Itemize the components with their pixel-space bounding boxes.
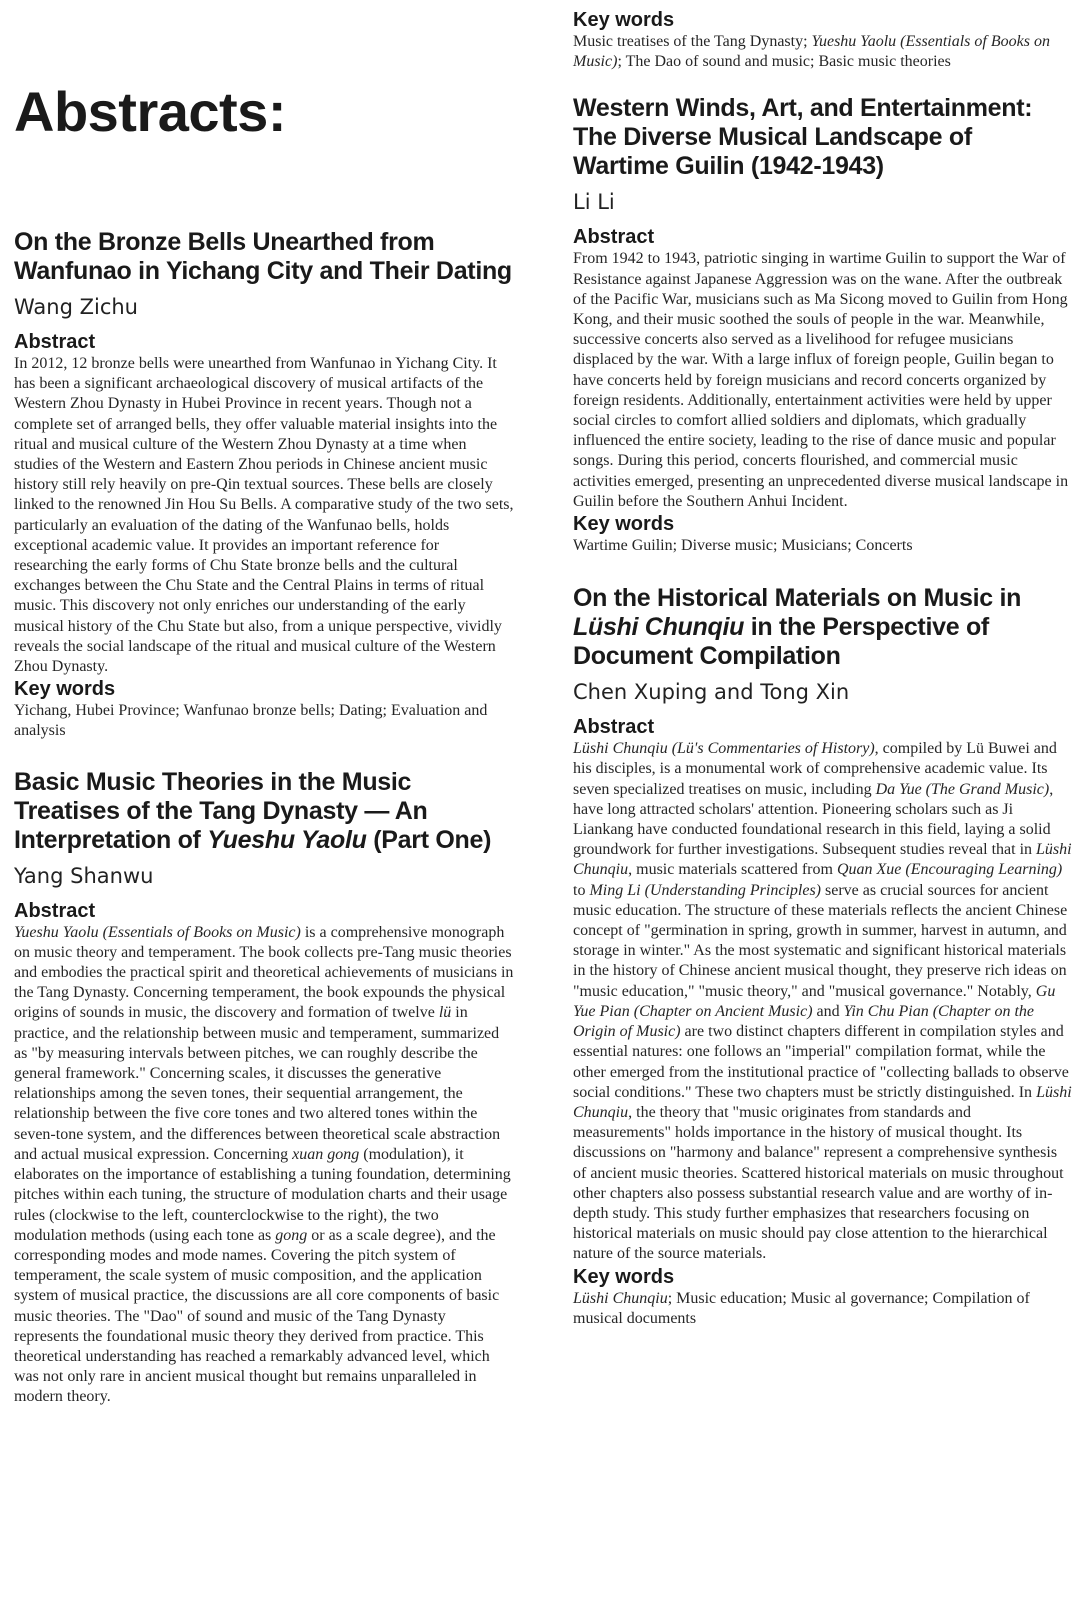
italic-term: Lüshi Chunqiu [573,841,1072,879]
article-bronze-bells [14,228,514,742]
text-run: are two distinct chapters different in compilation styles and essential natures: one follows an "imperial" compilation format, while the other emerged from the institutional practice of "collecting ballads to observe social conditions." These two chapters must be strictly distinguished. In [573,1023,1069,1101]
abstract-heading: Abstract [14,899,96,922]
article-author: Li Li [573,190,615,215]
italic-term: lü [438,1004,452,1022]
keywords-heading: Key words [573,513,675,536]
italic-term: xuan gong [292,1145,360,1163]
abstract-text [573,739,1073,1264]
title-italic: Yueshu Yaolu [207,825,367,854]
article-lushi-chunqiu [573,584,1073,1329]
italic-term: Lüshi Chunqiu [573,1289,668,1307]
title-part: Basic Music Theories in the Music Treatises of the Tang Dynasty — An Interpretation of [14,767,428,854]
keywords-text [573,1289,1073,1329]
abstract-text: In 2012, 12 bronze bells were unearthed from Wanfunao in Yichang City. It has been a significant archaeological discovery of musical artifacts of the Western Zhou Dynasty in Hubei Province in recent years. Though not a complete set of arranged bells, they offer valuable material insights into the ritual and musical culture of the Western Zhou Dynasty at a time when studies of the Western and Eastern Zhou periods in Chinese ancient music history still rely heavily on pre-Qin textual sources. These bells are closely linked to the renowned Jin Hou Su Bells. A comparative study of the two sets, particularly an evaluation of the dating of the Wanfunao bells, holds exceptional academic value. It provides an important reference for researching the early forms of Chu State bronze bells and the cultural exchanges between the Chu State and the Central Plains in terms of ritual music. This discovery not only enriches our understanding of the early musical history of the Chu State but also, from a unique perspective, vividly reveals the social landscape of the ritual and musical culture of the Western Zhou Dynasty. [14,355,514,676]
italic-term: gong [275,1226,308,1244]
keywords-text: Wartime Guilin; Diverse music; Musicians; Concerts [573,537,913,555]
article-author: Wang Zichu [14,295,138,319]
italic-term: Yueshu Yaolu (Essentials of Books on Music) [14,923,301,941]
text-run: in practice, and the relationship between music and temperament, summarized as "by measuring intervals between pitches, we can roughly describe the general framework." Concerning scales, it discusses the generative relationships among the seven tones, their sequential arrangement, the relationship between the five core tones and two altered tones within the seven-tone system, and the differences between theoretical scale abstraction and actual musical expression. Concerning [14,1004,501,1163]
italic-term: Gu Yue Pian (Chapter on Ancient Music) [573,982,1056,1020]
italic-term: Yueshu Yaolu (Essentials of Books on Music) [573,33,1050,71]
article-title [573,584,1073,671]
keywords-heading: Key words [573,9,675,31]
keywords-heading: Key words [14,678,116,701]
text-run: or as a scale degree), and the corresponding modes and mode names. Covering the pitch system of temperament, the scale system of music composition, and the application system of musical practice, the discussions are all core components of basic music theories. The "Dao" of sound and music of the Tang Dynasty represents the foundational music theory they derived from practice. This theoretical understanding has reached a remarkably advanced level, which was not only rare in ancient musical thought but remains unparalleled in modern theory. [14,1226,500,1406]
article-title: Western Winds, Art, and Entertainment: The Diverse Musical Landscape of Wartime Guilin (1942-1943) [573,94,1033,181]
text-run: , have long attracted scholars' attention. Pioneering scholars such as Ji Liankang have conducted foundational research in this field, laying a solid groundwork for further investigations. Subsequent studies reveal that in [573,780,1054,859]
text-run: (modulation), it elaborates on the importance of establishing a tuning foundation, determining pitches within each tuning, the structure of modulation charts and their usage rules (clockwise to the left, counterclockwise to the right), the two modulation methods (using each tone as [14,1145,511,1244]
article-title: On the Bronze Bells Unearthed from Wanfunao in Yichang City and Their Dating [14,228,512,285]
text-run: to [573,881,590,899]
italic-term: Yin Chu Pian (Chapter on the Origin of Music) [573,1002,1035,1041]
text-run: is a comprehensive monograph on music theory and temperament. The book collects pre-Tang music theories and embodies the practical spirit and theoretical achievements of musicians in the Tang Dynasty. Concerning temperament, the book expounds the physical origins of sounds in music, the discovery and formation of twelve [14,923,514,1022]
keywords-text: Yichang, Hubei Province; Wanfunao bronze bells; Dating; Evaluation and analysis [14,702,488,740]
text-run: and [812,1002,844,1020]
title-italic: Lüshi Chunqiu [573,613,745,642]
title-part: On the Historical Materials on Music in [573,584,1022,613]
abstract-heading: Abstract [573,716,655,739]
page-title: Abstracts: [14,80,286,143]
text-run: , compiled by Lü Buwei and his disciples, is a monumental work of comprehensive academic value. Its seven specialized treatises on music, including [573,740,1057,798]
text-run: , the theory that "music originates from standards and measurements" holds importance in the history of musical thought. Its discussions on "harmony and balance" represent a comprehensive synthesis of ancient music theories. Scattered historical materials on music throughout other chapters also possess substantial research value and are worthy of in-depth study. This study further emphasizes that researchers focusing on historical materials on music should pay close attention to the hierarchical nature of the source materials. [573,1103,1064,1263]
italic-term: Da Yue (The Grand Music) [875,780,1050,798]
right-column [573,0,1073,1329]
title-part: in the Perspective of Document Compilation [573,613,989,671]
article-author: Chen Xuping and Tong Xin [573,680,850,705]
article-title [14,768,514,855]
article-wartime-guilin [573,94,1073,556]
keywords-text [573,32,1073,72]
abstract-text [14,923,514,1408]
abstract-heading: Abstract [14,331,96,353]
abstract-text: From 1942 to 1943, patriotic singing in wartime Guilin to support the War of Resistance against Japanese Aggression was on the wane. After the outbreak of the Pacific War, musicians such as Ma Sicong moved to Guilin from Hong Kong, and their music soothed the souls of people in the war. Meanwhile, successive concerts also served as a livelihood for refugee musicians displaced by the war. With a large influx of foreign people, Guilin began to have concerts held by foreign musicians and record concerts organized by foreign residents. Additionally, entertainment activities were held by upper social circles to comfort allied soldiers and diplomats, which gradually influenced the entire society, leading to the rise of dance music and popular songs. During this period, concerts flourished, and commercial music activities emerged, presenting an unprecedented diverse musical landscape in Guilin before the Southern Anhui Incident. [573,250,1069,510]
tang-keywords-continued [573,8,1073,72]
text-run: serve as crucial sources for ancient music education. The structure of these materials reflects the ancient Chinese concept of "germination in spring, growth in summer, harvest in autumn, and storage in winter." As the most systematic and significant historical materials in the history of Chinese ancient musical thought, they preserve rich ideas on "music education," "music theory," and "musical governance." Notably, [573,881,1068,1000]
text-run: ; Music education; Music al governance; Compilation of musical documents [573,1289,1030,1327]
left-column [14,0,514,1408]
article-author: Yang Shanwu [14,863,154,888]
text-run: Music treatises of the Tang Dynasty; [573,33,812,50]
title-part: (Part One) [366,825,492,854]
italic-term: Lüshi Chunqiu (Lü's Commentaries of History) [573,740,875,758]
italic-term: Ming Li (Understanding Principles) [589,881,821,899]
abstract-heading: Abstract [573,226,655,249]
italic-term: Lüshi Chunqiu [573,1083,1072,1121]
text-run: , music materials scattered from [628,861,837,879]
italic-term: Quan Xue (Encouraging Learning) [836,861,1063,879]
keywords-heading: Key words [573,1265,675,1288]
article-tang-music-theories [14,768,514,1408]
text-run: ; The Dao of sound and music; Basic music theories [617,53,951,71]
